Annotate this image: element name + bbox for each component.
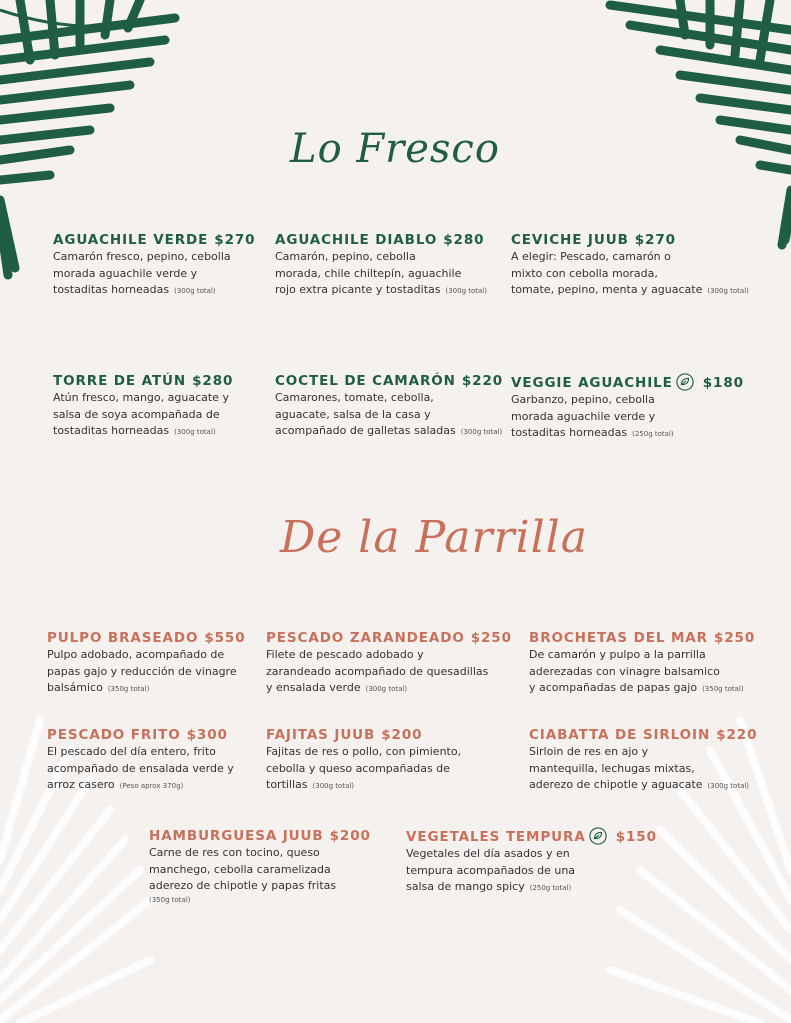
item-description-line: acompañado de ensalada verde y — [47, 761, 234, 775]
item-description-line: Fajitas de res o pollo, con pimiento, — [266, 745, 462, 758]
item-name: BROCHETAS DEL MAR — [529, 630, 708, 646]
item-weight: (300g total) — [460, 428, 503, 436]
item-name: COCTEL DE CAMARÓN — [275, 373, 456, 389]
item-description-line: salsa de soya acompañada de — [53, 407, 220, 421]
item-description-line: Pulpo adobado, acompañado de — [47, 648, 225, 661]
item-description-line: Camarón, pepino, cebolla — [275, 250, 416, 263]
item-name: VEGGIE AGUACHILE — [511, 375, 673, 391]
item-name: AGUACHILE VERDE — [53, 232, 209, 248]
item-description-line: tostaditas horneadas — [511, 426, 628, 439]
menu-item-brochetas-del-mar — [529, 629, 755, 698]
item-weight: (300g total) — [365, 685, 408, 693]
vegan-leaf-icon — [676, 373, 694, 391]
item-price: $270 — [214, 232, 256, 248]
item-price: $200 — [381, 727, 423, 743]
item-description-line: papas gajo y reducción de vinagre — [47, 664, 237, 678]
item-description-line: aderezadas con vinagre balsamico — [529, 664, 720, 678]
menu-item-pescado-zarandeado — [266, 629, 512, 698]
item-weight: (300g total) — [445, 287, 487, 295]
item-weight: (350g total) — [149, 895, 191, 904]
item-price: $550 — [204, 630, 246, 646]
item-name: PULPO BRASEADO — [47, 630, 199, 646]
section-heading-lo-fresco: Lo Fresco — [290, 126, 500, 172]
item-weight: (250g total) — [529, 884, 572, 892]
item-name: FAJITAS JUUB — [266, 727, 376, 743]
item-description-line: Carne de res con tocino, queso — [149, 846, 320, 859]
item-description-line: tomate, pepino, menta y aguacate — [511, 283, 703, 296]
item-description-line: morada aguachile verde y — [511, 409, 656, 423]
section-heading-de-la-parrilla: De la Parrilla — [280, 512, 588, 563]
item-price: $150 — [615, 829, 657, 845]
item-description-line: aderezo de chipotle y papas fritas — [149, 879, 337, 892]
menu-item-veggie-aguachile — [511, 373, 744, 443]
item-description-line: salsa de mango spicy — [406, 880, 525, 893]
item-description-line: Sirloin de res en ajo y — [529, 745, 649, 758]
item-name: PESCADO ZARANDEADO — [266, 630, 465, 646]
item-weight: (350g total) — [107, 685, 150, 693]
item-price: $280 — [443, 232, 485, 248]
item-price: $270 — [634, 232, 676, 248]
item-price: $300 — [186, 727, 228, 743]
item-description-line: manchego, cebolla caramelizada — [149, 862, 331, 876]
item-description-line: Filete de pescado adobado y — [266, 648, 424, 661]
menu-item-pulpo-braseado — [47, 629, 246, 698]
item-description-line: tempura acompañados de una — [406, 863, 576, 877]
item-weight: (Peso aprox 370g) — [119, 782, 184, 790]
item-name: CEVICHE JUUB — [511, 232, 629, 248]
item-description-line: cebolla y queso acompañadas de — [266, 761, 450, 775]
item-description-line: morada, chile chiltepín, aguachile — [275, 266, 462, 280]
item-description-line: aderezo de chipotle y aguacate — [529, 778, 703, 791]
menu-item-fajitas-juub — [266, 726, 461, 795]
menu-item-torre-de-atun — [53, 372, 233, 441]
item-price: $200 — [329, 828, 371, 844]
item-description-line: Camarones, tomate, cebolla, — [275, 391, 434, 404]
menu-item-vegetales-tempura — [406, 827, 657, 897]
item-description-line: y ensalada verde — [266, 681, 361, 694]
item-description-line: El pescado del día entero, frito — [47, 745, 216, 758]
item-description-line: zarandeado acompañado de quesadillas — [266, 664, 489, 678]
menu-item-aguachile-diablo — [275, 231, 487, 300]
item-description-line: rojo extra picante y tostaditas — [275, 283, 441, 296]
menu-item-hamburguesa-juub — [149, 827, 371, 905]
item-weight: (300g total) — [707, 782, 750, 790]
item-description-line: Garbanzo, pepino, cebolla — [511, 393, 655, 406]
item-description-line: y acompañadas de papas gajo — [529, 681, 698, 694]
item-description-line: mixto con cebolla morada, — [511, 266, 658, 280]
menu-item-coctel-de-camaron — [275, 372, 503, 441]
item-description-line: A elegir: Pescado, camarón o — [511, 250, 671, 263]
item-description-line: tostaditas horneadas — [53, 424, 170, 437]
item-name: VEGETALES TEMPURA — [406, 829, 586, 845]
vegan-leaf-icon — [589, 827, 607, 845]
item-price: $180 — [702, 375, 744, 391]
item-description-line: acompañado de galletas saladas — [275, 424, 456, 437]
menu-item-ciabatta-de-sirloin — [529, 726, 757, 795]
item-weight: (300g total) — [174, 428, 216, 436]
item-name: AGUACHILE DIABLO — [275, 232, 438, 248]
item-description-line: tostaditas horneadas — [53, 283, 170, 296]
item-price: $280 — [192, 373, 234, 389]
item-description-line: De camarón y pulpo a la parrilla — [529, 648, 706, 661]
item-description-line: arroz casero — [47, 778, 115, 791]
item-price: $250 — [470, 630, 512, 646]
item-name: TORRE DE ATÚN — [53, 373, 187, 389]
menu-item-pescado-frito — [47, 726, 234, 795]
item-description-line: Camarón fresco, pepino, cebolla — [53, 250, 231, 263]
item-price: $220 — [716, 727, 758, 743]
item-weight: (300g total) — [174, 287, 216, 295]
item-weight: (300g total) — [707, 287, 749, 295]
item-name: PESCADO FRITO — [47, 727, 181, 743]
palm-leaf-top-right-decoration — [570, 0, 791, 250]
item-description-line: mantequilla, lechugas mixtas, — [529, 761, 695, 775]
item-price: $250 — [713, 630, 756, 646]
item-weight: (300g total) — [312, 782, 355, 790]
menu-item-ceviche-juub — [511, 231, 749, 300]
item-description-line: balsámico — [47, 681, 103, 694]
item-description-line: Vegetales del día asados y en — [406, 847, 570, 860]
item-weight: (250g total) — [632, 430, 674, 438]
item-description-line: morada aguachile verde y — [53, 266, 198, 280]
item-price: $220 — [461, 373, 504, 389]
item-description-line: Atún fresco, mango, aguacate y — [53, 391, 229, 404]
item-name: HAMBURGUESA JUUB — [149, 828, 324, 844]
item-weight: (350g total) — [702, 685, 744, 693]
item-description-line: tortillas — [266, 778, 308, 791]
item-description-line: aguacate, salsa de la casa y — [275, 407, 431, 421]
menu-item-aguachile-verde — [53, 231, 255, 300]
item-name: CIABATTA DE SIRLOIN — [529, 727, 711, 743]
